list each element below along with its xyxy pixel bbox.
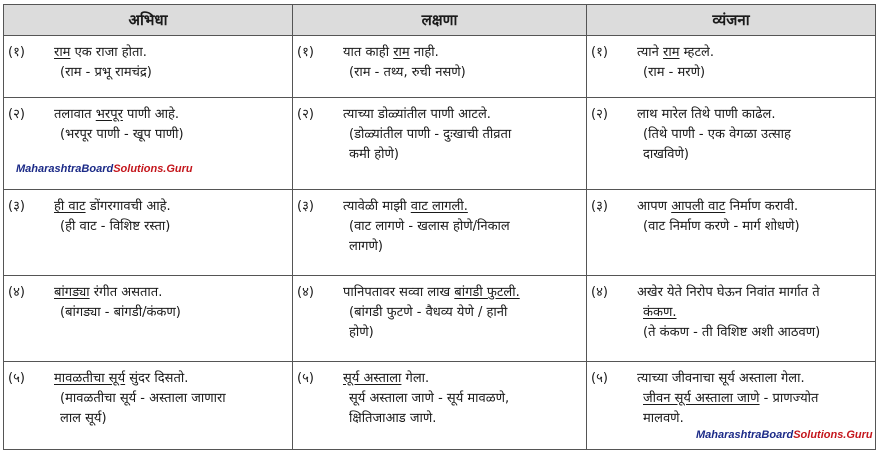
meaning-line — [54, 389, 288, 409]
text-segment: त्याने — [637, 45, 664, 60]
text-segment: (बांगड्या - बांगडी/कंकण) — [60, 304, 181, 320]
text-segment: (डोळ्यांतील पाणी - दुःखाची तीव्रता — [349, 126, 512, 142]
text-segment: त्यावेळी माझी — [343, 199, 411, 215]
item-number: (३) — [8, 199, 25, 215]
highlighted-phrase: राम — [663, 45, 680, 60]
table-cell-vyanjana — [587, 190, 876, 276]
table-row — [4, 97, 876, 189]
meaning-line — [637, 323, 871, 343]
text-segment: (ते कंकण - ती विशिष्ट अशी आठवण) — [643, 324, 821, 340]
text-segment: त्याच्या डोळ्यांतील पाणी आटले. — [343, 106, 491, 122]
table-cell-vyanjana — [587, 97, 876, 189]
text-segment: गेला. — [401, 370, 430, 386]
item-number: (३) — [591, 199, 608, 215]
table-cell-lakshana — [293, 36, 587, 98]
example-sentence — [637, 197, 871, 217]
example-sentence — [343, 43, 582, 63]
item-number: (४) — [8, 284, 25, 300]
highlighted-phrase: ही वाट — [54, 199, 86, 215]
meaning-line — [343, 323, 582, 343]
text-segment: लागणे) — [349, 239, 383, 255]
text-segment: यात काही — [343, 45, 394, 60]
item-number: (४) — [297, 284, 314, 300]
example-sentence — [637, 43, 871, 63]
highlighted-phrase: कंकण. — [643, 304, 677, 320]
column-header-lakshana: लक्षणा — [293, 5, 587, 36]
table-cell-abhidha — [4, 97, 293, 189]
text-segment: लाल सूर्य) — [60, 410, 107, 426]
text-segment: अखेर येते निरोप घेऊन निवांत मार्गात ते — [637, 284, 820, 300]
meaning-line — [343, 145, 582, 165]
column-header-vyanjana: व्यंजना — [587, 5, 876, 36]
example-sentence — [343, 283, 582, 303]
text-segment: (वाट निर्माण करणे - मार्ग शोधणे) — [643, 219, 800, 235]
text-segment: क्षितिजाआड जाणे. — [349, 410, 437, 426]
highlighted-phrase: राम — [393, 45, 410, 60]
text-segment: मालवणे. — [643, 410, 684, 426]
item-number: (२) — [8, 106, 25, 122]
meaning-line — [343, 217, 582, 237]
meaning-line — [343, 237, 582, 257]
text-segment: तलावात — [54, 106, 96, 122]
example-sentence — [54, 369, 288, 389]
example-sentence — [54, 43, 288, 63]
text-segment: निर्माण करावी. — [725, 199, 799, 215]
table-cell-abhidha — [4, 361, 293, 449]
text-segment: (राम - प्रभू रामचंद्र) — [60, 65, 152, 80]
text-segment: होणे) — [349, 324, 374, 340]
text-segment: (वाट लागणे - खलास होणे/निकाल — [349, 219, 510, 235]
text-segment: त्याच्या जीवनाचा सूर्य अस्ताला गेला. — [637, 370, 805, 386]
table-cell-vyanjana — [587, 36, 876, 98]
example-sentence — [637, 369, 871, 389]
item-number: (५) — [591, 370, 608, 386]
item-number: (४) — [591, 284, 608, 300]
table-row — [4, 275, 876, 361]
item-number: (२) — [591, 106, 608, 122]
table-cell-lakshana — [293, 190, 587, 276]
watermark: MaharashtraBoardSolutions.Guru — [696, 429, 873, 441]
meaning-line — [343, 125, 582, 145]
text-segment: डोंगरगावची आहे. — [85, 199, 171, 215]
meaning-line — [54, 217, 288, 237]
text-segment: सूर्य अस्ताला जाणे - सूर्य मावळणे, — [349, 390, 510, 406]
highlighted-phrase: आपली वाट — [671, 199, 726, 215]
text-segment: लाथ मारेल तिथे पाणी काढेल. — [637, 106, 776, 122]
example-sentence — [54, 197, 288, 217]
meaning-line — [54, 409, 288, 429]
meaning-line — [637, 145, 871, 165]
meaning-line — [54, 125, 288, 145]
meaning-line — [637, 303, 871, 323]
meaning-line — [343, 63, 582, 83]
meaning-line — [637, 389, 871, 409]
comparison-table — [3, 4, 876, 450]
text-segment: एक राजा होता. — [70, 45, 147, 60]
meaning-line — [343, 409, 582, 429]
item-number: (३) — [297, 199, 314, 215]
text-segment: आपण — [637, 199, 672, 215]
highlighted-phrase: राम — [54, 45, 71, 60]
example-sentence — [54, 283, 288, 303]
table-row — [4, 36, 876, 98]
table-cell-vyanjana — [587, 275, 876, 361]
table-cell-lakshana — [293, 361, 587, 449]
example-sentence — [637, 283, 871, 303]
text-segment: (तिथे पाणी - एक वेगळा उत्साह — [643, 126, 791, 142]
item-number: (५) — [8, 370, 25, 386]
column-header-abhidha: अभिधा — [4, 5, 293, 36]
table-cell-abhidha — [4, 190, 293, 276]
example-sentence — [54, 105, 288, 125]
text-segment: (राम - मरणे) — [643, 65, 706, 80]
example-sentence — [343, 197, 582, 217]
table-cell-lakshana — [293, 97, 587, 189]
item-number: (१) — [8, 45, 25, 60]
item-number: (५) — [297, 370, 314, 386]
text-segment: पानिपतावर सव्वा लाख — [343, 284, 455, 300]
highlighted-phrase: वाट लागली. — [410, 199, 468, 215]
meaning-line — [343, 389, 582, 409]
meaning-line — [54, 63, 288, 83]
watermark: MaharashtraBoardSolutions.Guru — [16, 163, 193, 175]
example-sentence — [343, 105, 582, 125]
text-segment: कमी होणे) — [349, 146, 399, 162]
meaning-line — [54, 303, 288, 323]
text-segment: रंगीत असतात. — [89, 284, 163, 300]
highlighted-phrase: मावळतीचा सूर्य — [54, 370, 126, 386]
item-number: (२) — [297, 106, 314, 122]
highlighted-phrase: जीवन सूर्य अस्ताला जाणे — [643, 390, 760, 406]
text-segment: - प्राणज्योत — [759, 390, 819, 406]
example-sentence — [343, 369, 582, 389]
meaning-line — [637, 63, 871, 83]
highlighted-phrase: बांगडी फुटली. — [454, 284, 520, 300]
text-segment: सुंदर दिसतो. — [125, 370, 189, 386]
text-segment: (मावळतीचा सूर्य - अस्ताला जाणारा — [60, 390, 226, 406]
table-row — [4, 190, 876, 276]
text-segment: (राम - तथ्य, रुची नसणे) — [349, 65, 466, 80]
table-cell-abhidha — [4, 275, 293, 361]
text-segment: नाही. — [409, 45, 439, 60]
highlighted-phrase: सूर्य अस्ताला — [343, 370, 402, 386]
item-number: (१) — [297, 45, 314, 60]
text-segment: (बांगडी फुटणे - वैधव्य येणे / हानी — [349, 304, 508, 320]
text-segment: पाणी आहे. — [122, 106, 180, 122]
meaning-line — [637, 409, 871, 429]
text-segment: दाखविणे) — [643, 146, 689, 162]
highlighted-phrase: बांगड्या — [54, 284, 90, 300]
item-number: (१) — [591, 45, 608, 60]
text-segment: (ही वाट - विशिष्ट रस्ता) — [60, 219, 171, 235]
highlighted-phrase: भरपूर — [95, 106, 123, 122]
text-segment: (भरपूर पाणी - खूप पाणी) — [60, 126, 184, 142]
text-segment: म्हटले. — [679, 45, 714, 60]
table-cell-lakshana — [293, 275, 587, 361]
example-sentence — [637, 105, 871, 125]
meaning-line — [343, 303, 582, 323]
header-row — [4, 5, 876, 36]
meaning-line — [637, 125, 871, 145]
table-cell-abhidha — [4, 36, 293, 98]
meaning-line — [637, 217, 871, 237]
